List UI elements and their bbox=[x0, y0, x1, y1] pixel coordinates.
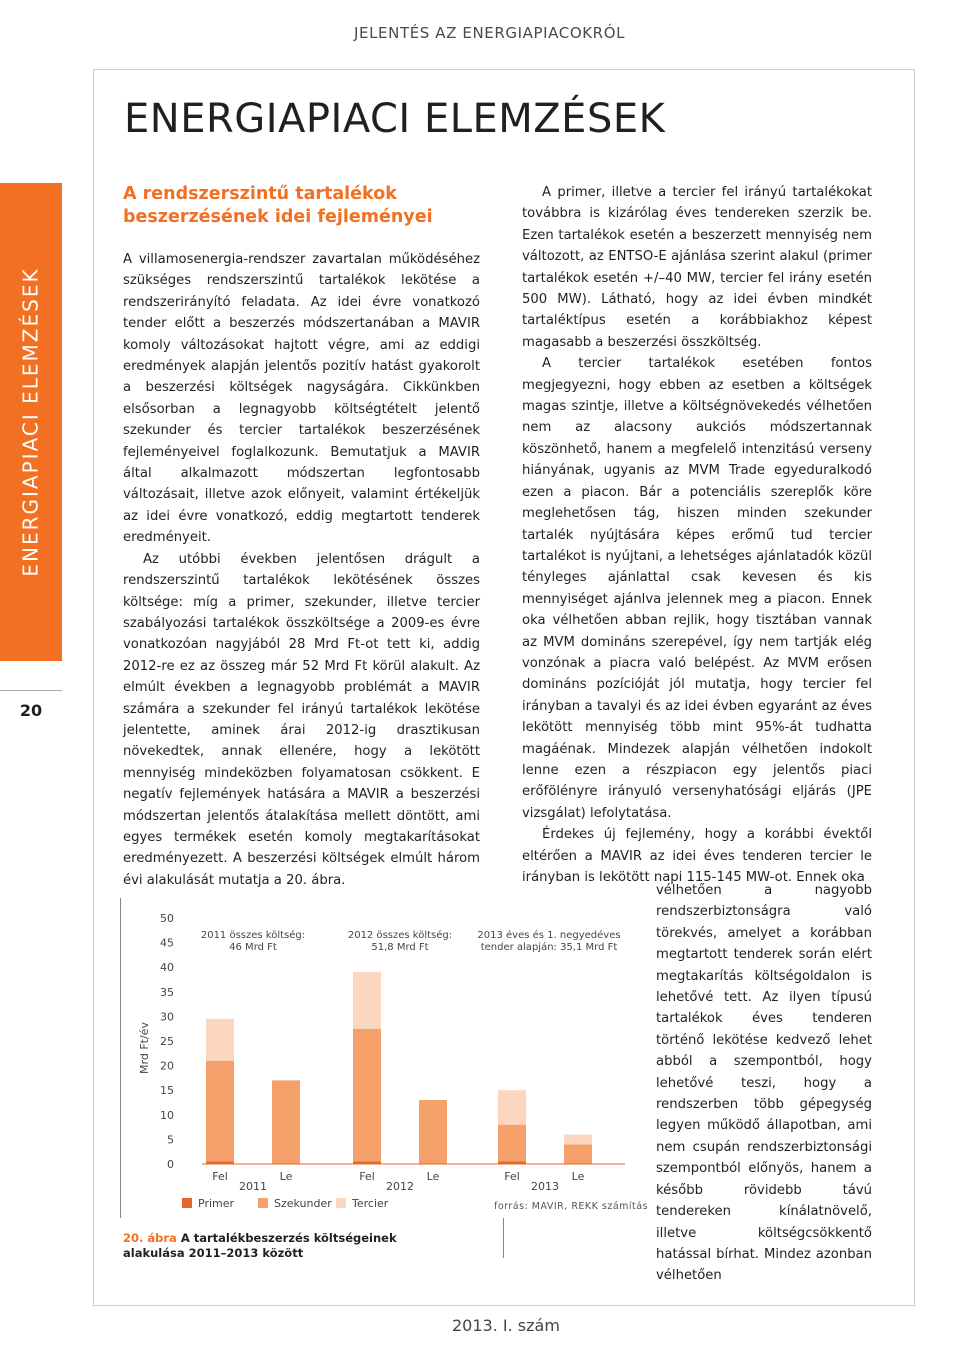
legend-label: Tercier bbox=[352, 1197, 389, 1210]
legend-swatch bbox=[336, 1198, 346, 1208]
x-tick-label: Fel bbox=[212, 1170, 228, 1183]
legend-swatch bbox=[182, 1198, 192, 1208]
x-tick-label: Fel bbox=[504, 1170, 520, 1183]
bar-segment-tercier bbox=[206, 1019, 234, 1061]
legend-label: Primer bbox=[198, 1197, 235, 1210]
total-annotation: 51,8 Mrd Ft bbox=[371, 942, 429, 953]
figure-caption-text: A tartalékbeszerzés költségeinek alakulása 2011–2013 között bbox=[123, 1231, 397, 1260]
paragraph: Érdekes új fejlemény, hogy a korábbi évektől eltérően a MAVIR az idei éves tenderen tercier le irányban is lekötött napi 115-145 MW-ot. Ennek oka bbox=[522, 827, 872, 885]
bar-segment-szekunder bbox=[272, 1080, 300, 1164]
y-tick-label: 35 bbox=[160, 985, 174, 999]
running-header: JELENTÉS AZ ENERGIAPIACOKRÓL bbox=[354, 24, 626, 42]
right-column-continued bbox=[656, 880, 872, 1287]
year-label: 2013 bbox=[531, 1180, 559, 1193]
bar-segment-tercier bbox=[564, 1134, 592, 1144]
figure-caption bbox=[123, 1231, 453, 1261]
bar-segment-szekunder bbox=[419, 1100, 447, 1164]
paragraph: Az utóbbi években jelentősen drágult a rendszerszintű tartalékok lekötésének összes költsége: míg a primer, szekunder, illetve tercier szabályozási tartalékok összköltsége a 2009-es évre vonatkozóan nagyjából 28 Mrd Ft-ot tett ki, addig 2012-re ez az összeg már 52 Mrd Ft körül alakult. Az elmúlt években a legnagyobb problémát a MAVIR számára a szekunder fel irányú tartalékok lekötése jelentette, aminek árai 2012-ig drasztikusan növekedtek, annak ellenére, hogy a lekötött mennyiség mindeközben folyamatosan csökkent. E negatív fejlemények hatására a MAVIR a beszerzési módszertan jelentős átalakítása mellett döntött, ami egyes termékek esetén komoly megtakarításokat eredményezett. A beszerzési költségek elmúlt három évi alakulását mutatja a 20. ábra. bbox=[123, 551, 480, 888]
right-column bbox=[522, 182, 872, 888]
paragraph: A villamosenergia-rendszer zavartalan működéséhez szükséges rendszerszintű tartalékok lekötése a rendszerirányító feladata. Az idei évre vonatkozó tender előtt a beszerzés módszertanában a MAVIR komoly változásokat hajtott végre, ami az eddigi eredmények alapján jelentős pozitív hatást gyakorolt a beszerzési költségek nagyságára. Cikkünkben elsősorban a legnagyobb költségtételt jelentő szekunder és tercier tartalékok beszerzésének fejleményeivel foglalkozunk. Bemutatjuk a MAVIR által alkalmazott módszertan legfontosabb változásait, illetve azok előnyeit, valamint értékeljük az idei évre vonatkozó, eddig megtartott tenderek eredményeit. bbox=[123, 252, 480, 546]
paragraph: A primer, illetve a tercier fel irányú tartalékokat továbbra is kizárólag éves tendereken szerzik be. Ezen tartalékok esetén a beszerzett mennyiség nem változott, az ENTSO-E ajánlása szerint alakul (primer tartalékok esetén +/–40 MW, tercier fel irány esetén 500 MW). Látható, hogy az idei évben mindkét tartaléktípus esetén a korábbiakhoz képest magasabb a beszerzési összköltség. bbox=[522, 185, 872, 350]
bar-segment-tercier bbox=[353, 972, 381, 1029]
bar-segment-szekunder bbox=[206, 1061, 234, 1162]
paragraph: A tercier tartalékok esetében fontos megjegyezni, hogy ebben az esetben a költségek magas szintje, illetve a költségnövekedés vélhetően nem az alacsony aukciós módszertannak köszönhető, hanem a megfelelő intenzitású verseny hiányának, ugyanis az MVM Trade egyeduralkodó ezen a piacon. Bár a potenciális szereplők köre meglehetősen tág, hiszen minden szekunder tartalék nyújtására képes erőmű tud tercier tartalékot is nyújtani, a lehetséges ajánlatadók közül tényleges ajánlattal csak kevesen és kis mennyiséget ajánlva jelennek meg a piacon. Ennek oka vélhetően abban rejlik, hogy tisztában vannak az MVM domináns szerepével, így nem tartják elég vonzónak a piacra való belépést. Az MVM erősen domináns pozícióját jól mutatja, hogy tercier fel irányban a tavalyi és az idei évben egyaránt az éves lekötött mennyiség több mint 95%-át tudhatta magáénak. Mindezek alapján vélhetően indokolt lenne ezen a részpiacon egy jelentős piaci erőfölényre irányuló versenyhatósági eljárás (JPE vizsgálat) lefolytatása. bbox=[522, 356, 872, 821]
bar-segment-tercier bbox=[498, 1090, 526, 1124]
y-tick-label: 5 bbox=[167, 1133, 174, 1147]
page-title: ENERGIAPIACI ELEMZÉSEK bbox=[124, 96, 666, 142]
y-tick-label: 10 bbox=[160, 1108, 174, 1122]
y-axis-label: Mrd Ft/év bbox=[138, 1022, 151, 1074]
left-column bbox=[123, 249, 480, 891]
legend-label: Szekunder bbox=[274, 1197, 332, 1210]
y-tick-label: 0 bbox=[167, 1158, 174, 1171]
y-tick-label: 30 bbox=[160, 1010, 174, 1024]
year-label: 2011 bbox=[239, 1180, 267, 1193]
total-annotation: 2013 éves és 1. negyedéves bbox=[477, 930, 621, 941]
legend-swatch bbox=[258, 1198, 268, 1208]
chart-divider bbox=[503, 1218, 504, 1258]
paragraph: vélhetően a nagyobb rendszerbiztonságra való törekvés, amelyet a korábban megtartott tenderek során elért megtakarítás költségoldalon is lehetővé tett. Az ilyen típusú tartalékok éves tenderen történő lekötése kedvező lehet abból a szempontból, hogy lehetővé teszi, hogy a rendszerben több gépegység legyen működő állapotban, ami nem csupán rendszerbiztonsági szempontból előnyös, hanem a később rövidebb távú tendereken kínálatnövelő, illetve költségcsökkentő hatással bírhat. Mindez azonban vélhetően bbox=[656, 883, 872, 1284]
page-number: 20 bbox=[19, 701, 43, 720]
cost-chart bbox=[120, 898, 630, 1220]
y-tick-label: 20 bbox=[160, 1059, 174, 1073]
y-tick-label: 40 bbox=[160, 961, 174, 975]
bar-segment-szekunder bbox=[498, 1125, 526, 1162]
chart-bars bbox=[206, 972, 592, 1164]
total-annotation: 2012 összes költség: bbox=[347, 930, 453, 941]
y-tick-label: 50 bbox=[160, 912, 174, 925]
total-annotation: 46 Mrd Ft bbox=[229, 942, 277, 953]
year-label: 2012 bbox=[386, 1180, 414, 1193]
sidebar-label-wrap bbox=[0, 183, 62, 661]
figure-number: 20. ábra bbox=[123, 1231, 177, 1245]
bar-segment-szekunder bbox=[564, 1144, 592, 1164]
sidebar-section-label: ENERGIAPIACI ELEMZÉSEK bbox=[19, 267, 43, 577]
y-tick-label: 15 bbox=[160, 1084, 174, 1098]
total-annotation: tender alapján: 35,1 Mrd Ft bbox=[480, 942, 618, 953]
issue-footer: 2013. I. szám bbox=[452, 1316, 560, 1335]
y-tick-label: 25 bbox=[160, 1035, 174, 1048]
total-annotation: 2011 összes költség: bbox=[200, 930, 306, 941]
section-heading: A rendszerszintű tartalékok beszerzésének idei fejleményei bbox=[123, 184, 433, 227]
figure-source: forrás: MAVIR, REKK számítás bbox=[494, 1201, 649, 1212]
x-tick-label: Fel bbox=[359, 1170, 375, 1183]
y-tick-label: 45 bbox=[160, 936, 174, 950]
x-tick-label: Le bbox=[426, 1170, 440, 1183]
x-tick-label: Le bbox=[571, 1170, 585, 1183]
bar-segment-szekunder bbox=[353, 1029, 381, 1162]
x-tick-label: Le bbox=[279, 1170, 293, 1183]
page-number-divider bbox=[0, 690, 62, 691]
